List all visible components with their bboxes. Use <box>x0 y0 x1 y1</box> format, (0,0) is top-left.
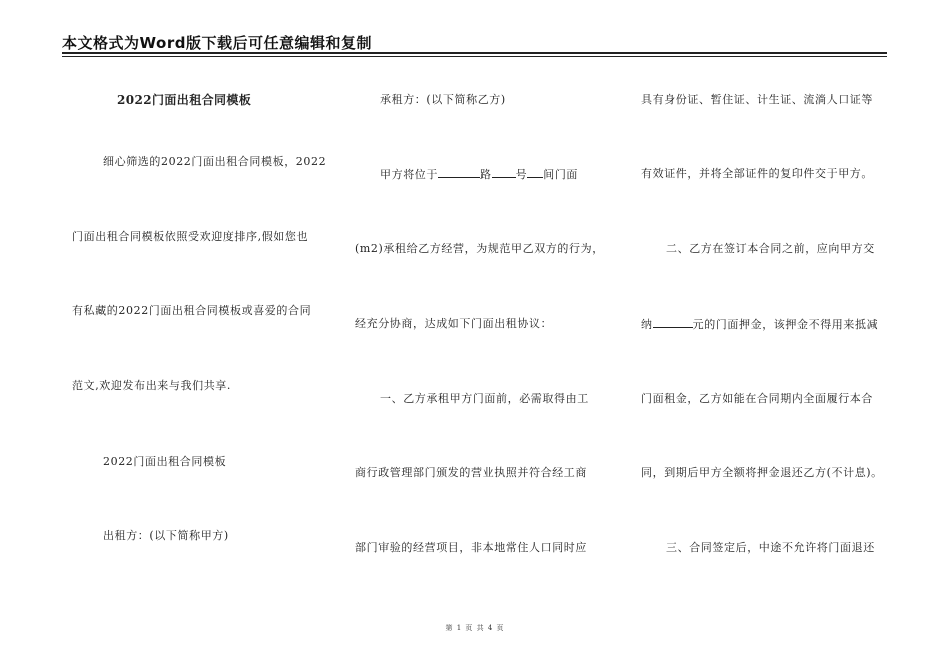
number-blank[interactable] <box>492 167 516 178</box>
paragraph-line: 经充分协商，达成如下门面出租协议： <box>355 317 553 330</box>
subtitle-line: 2022门面出租合同模板 <box>103 455 227 468</box>
paragraph-line: 有效证件，并将全部证件的复印件交于甲方。 <box>641 167 873 180</box>
document-banner: 本文格式为Word版下载后可任意编辑和复制 <box>62 34 372 52</box>
deposit-text-1: 纳 <box>641 318 653 331</box>
location-text-4: 间门面 <box>543 168 579 181</box>
road-blank[interactable] <box>438 167 480 178</box>
location-text-1: 甲方将位于 <box>380 168 438 181</box>
paragraph-line: 范文,欢迎发布出来与我们共享. <box>72 379 231 392</box>
column-1 <box>72 0 327 672</box>
paragraph-line: 具有身份证、暂住证、计生证、流淌人口证等 <box>641 93 873 106</box>
clause-3-line: 三、合同签定后，中途不允许将门面退还 <box>666 541 875 554</box>
paragraph-line: 同，到期后甲方全额将押金退还乙方(不计息)。 <box>641 466 883 479</box>
room-blank[interactable] <box>527 167 543 178</box>
paragraph-line: 商行政管理部门颁发的营业执照并符合经工商 <box>355 466 587 479</box>
page-footer: 第 1 页 共 4 页 <box>445 624 505 632</box>
location-text-2: 路 <box>480 168 492 181</box>
paragraph-line: 细心筛选的2022门面出租合同模板，2022 <box>103 155 327 168</box>
location-line <box>355 167 610 182</box>
column-3 <box>641 0 891 672</box>
paragraph-line: 门面租金，乙方如能在合同期内全面履行本合 <box>641 392 873 405</box>
column-2 <box>355 0 610 672</box>
deposit-text-2: 元的门面押金，该押金不得用来抵减 <box>692 318 879 331</box>
location-text-3: 号 <box>515 168 528 181</box>
paragraph-line: 部门审验的经营项目，非本地常住人口同时应 <box>355 541 587 554</box>
paragraph-line: (m2)承租给乙方经营，为规范甲乙双方的行为， <box>355 242 604 255</box>
clause-1-line: 一、乙方承租甲方门面前，必需取得由工 <box>380 392 589 405</box>
paragraph-line: 门面出租合同模板依照受欢迎度排序,假如您也 <box>72 230 309 243</box>
paragraph-line: 有私藏的2022门面出租合同模板或喜爱的合同 <box>72 304 312 317</box>
deposit-line <box>641 317 891 332</box>
document-title: 2022门面出租合同模板 <box>117 93 252 107</box>
lessee-line: 承租方：(以下简称乙方) <box>380 93 506 106</box>
lessor-line: 出租方：(以下简称甲方) <box>103 529 229 542</box>
clause-2-line: 二、乙方在签订本合同之前，应向甲方交 <box>666 242 875 255</box>
deposit-blank[interactable] <box>653 317 693 328</box>
